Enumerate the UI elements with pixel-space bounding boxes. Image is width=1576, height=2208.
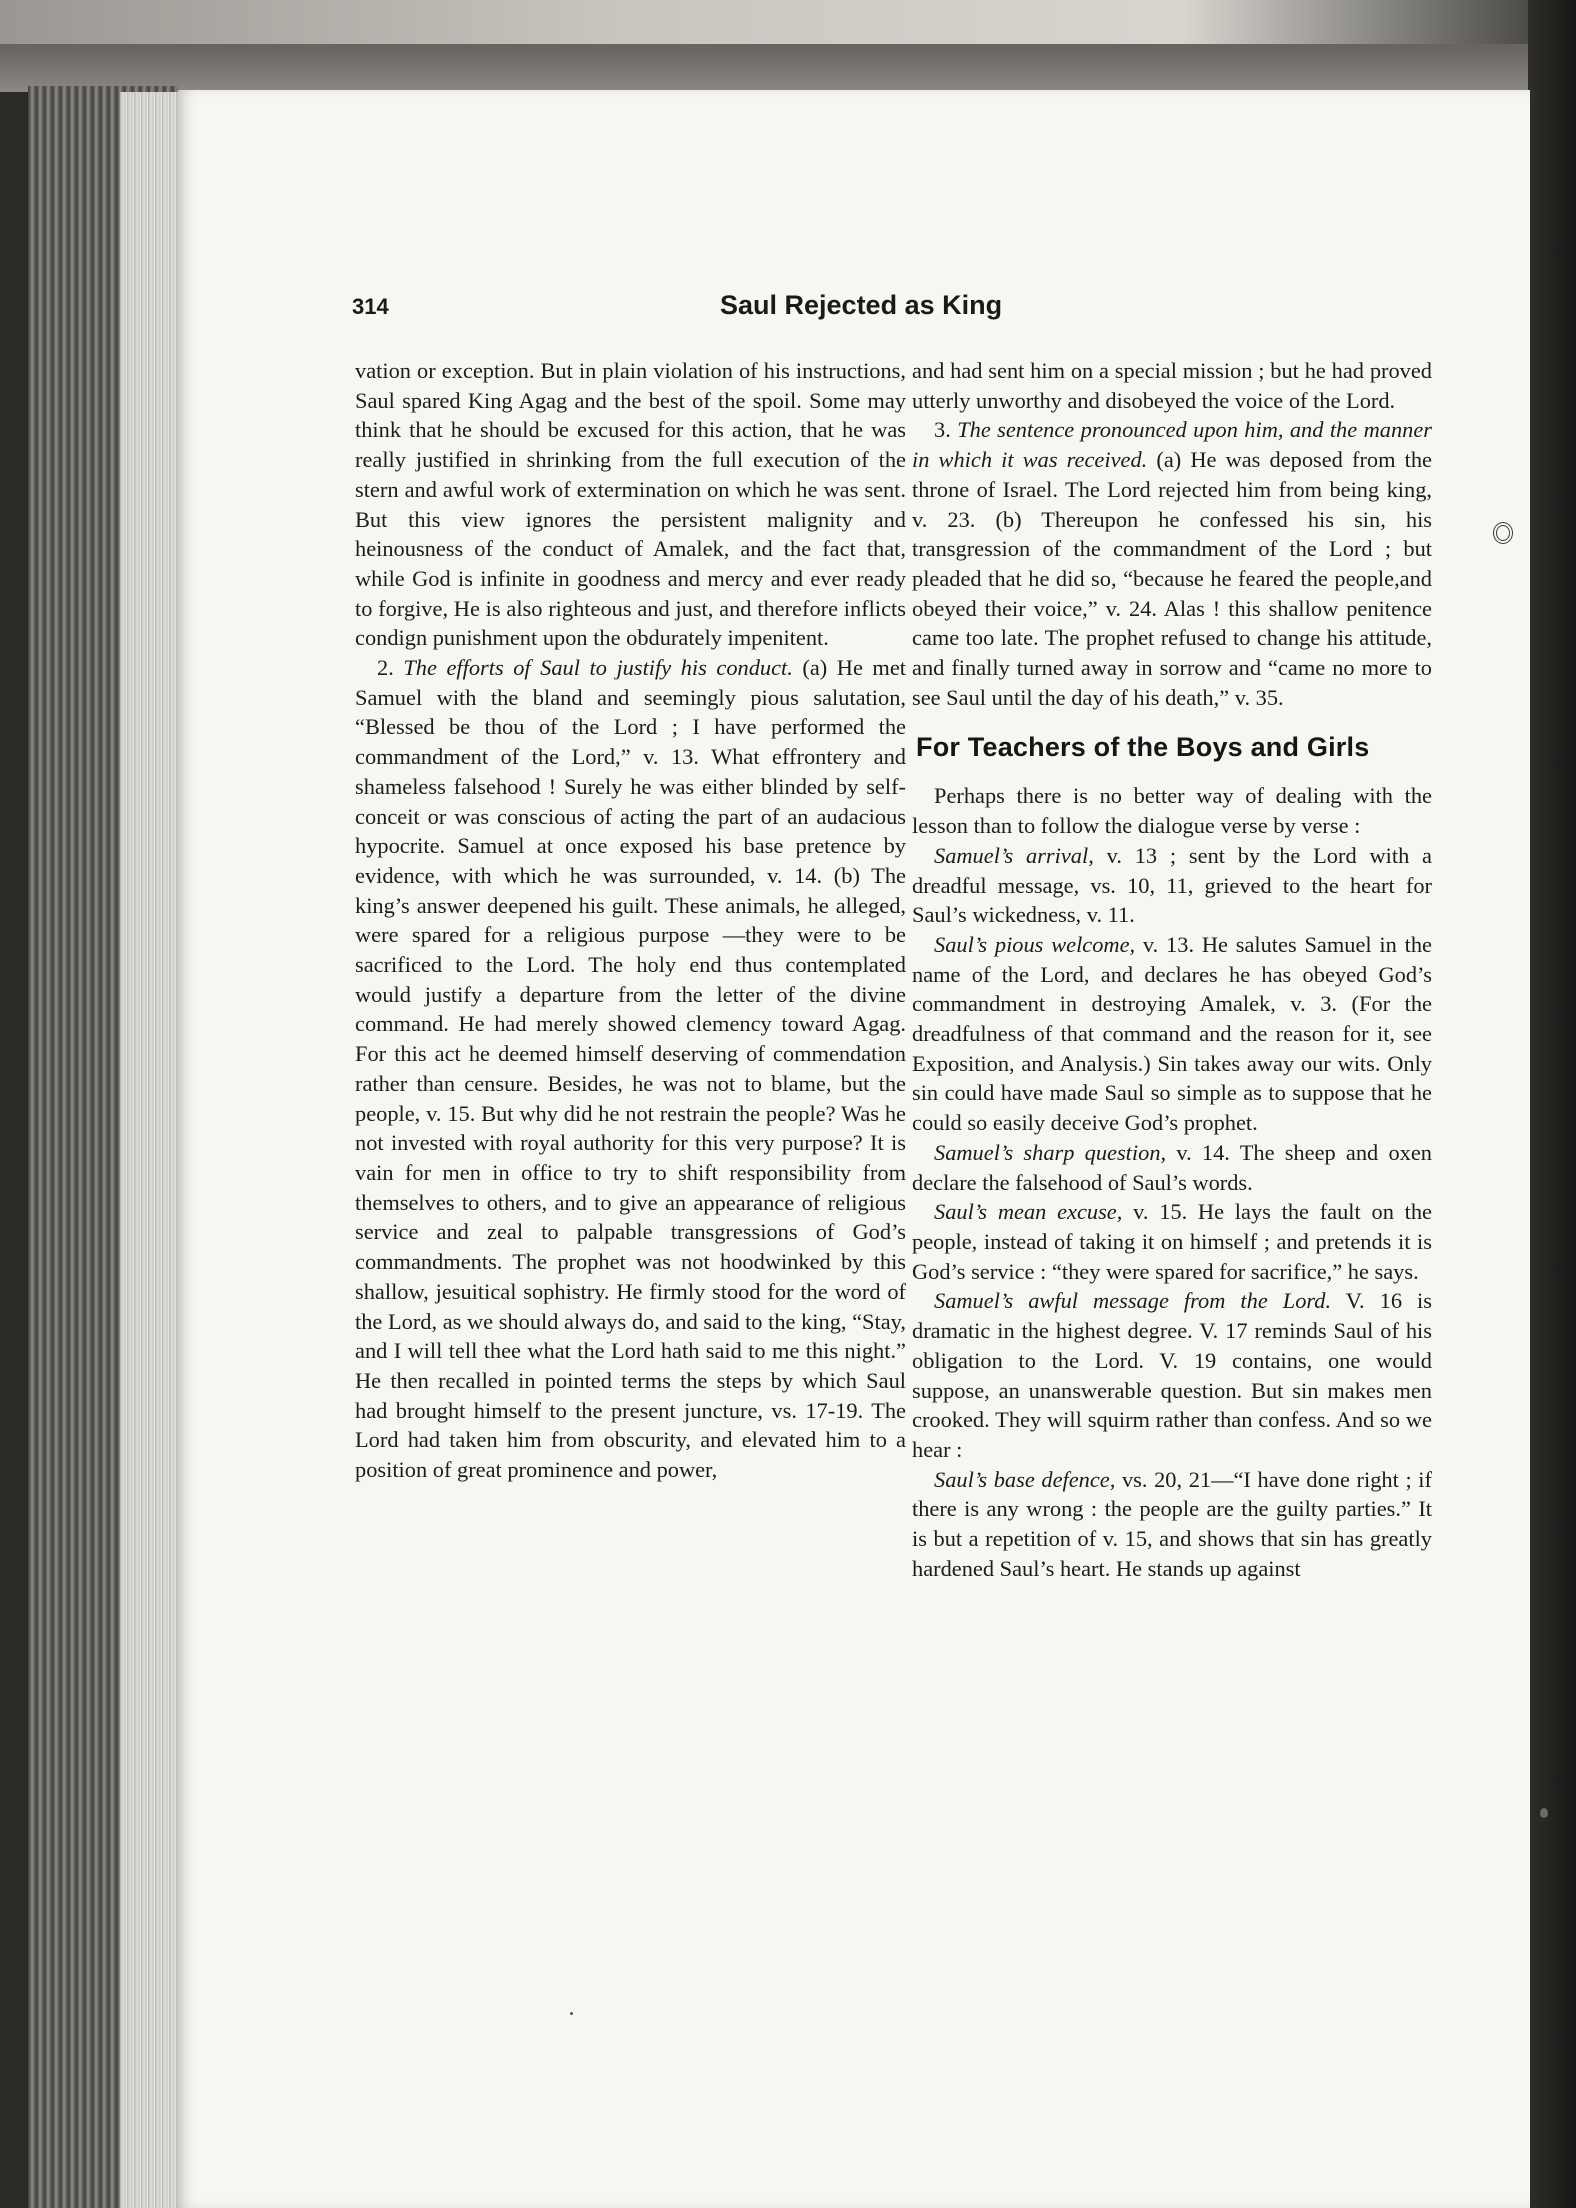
scanner-lid [0,0,1576,44]
paragraph-text: (a) He met Samuel with the bland and seemingly pious salutation, “Blessed be thou of the Lord ; I have performed the commandment of the Lord,” v. 13. What effrontery and shameless falsehood ! Surely he was either blinded by self-conceit or was conscious of acting the part of an audacious hypocrite. Samuel at once exposed his base pretence by evidence, with which he was surrounded, v. 14. (b) The king’s answer deepened his guilt. These animals, he alleged, were spared for a religious purpose —they were to be sacrificed to the Lord. The holy end thus contemplated would justify a departure from the letter of the divine command. He had merely showed clemency toward Agag. For this act he deemed himself deserving of commendation rather than censure. Besides, he was not to blame, but the people, v. 15. But why did he not restrain the people? Was he not invested with royal authority for this very purpose? It is vain for men in office to try to shift responsibility from themselves to others, and to give an appearance of religious service and zeal to palpable transgressions of God’s commandments. The prophet was not hoodwinked by this shallow, jesuitical sophistry. He firmly stood for the word of the Lord, as we should always do, and said to the king, “Stay, and I will tell thee what the Lord hath said to me this night.” He then recalled in pointed terms the steps by which Saul had brought himself to the present juncture, vs. 17-19. The Lord had taken him from obscurity, and elevated him to a position of great prominence and power, [355,655,907,1483]
paragraph-saul-excuse [912,1197,1432,1286]
scan-speck [1540,1808,1548,1818]
item-heading: Saul’s base defence, [934,1466,1116,1492]
book-page-stack [120,92,182,2208]
paragraph-text: (a) He was deposed from the throne of Israel. The Lord rejected him from being king, v. 23. (b) Thereupon he confessed his sin, his transgression of the commandment of the Lord ; but pleaded that he did so, “because he feared the people,and obeyed their voice,” v. 24. Alas ! this shallow penitence came too late. The prophet refused to change his attitude, and finally turned away in sorrow and “came no more to see Saul until the day of his death,” v. 35. [912,447,1432,710]
item-heading: Saul’s mean excuse, [934,1199,1123,1225]
item-heading: Samuel’s sharp question, [934,1139,1167,1165]
item-heading: Samuel’s arrival, [934,842,1094,868]
paragraph-sentence [912,415,1432,712]
item-heading: Saul’s pious welcome, [934,931,1136,957]
item-number: 2. [377,655,394,681]
page-number: 314 [352,294,389,319]
left-column [355,356,906,1485]
paragraph-text: v. 13. He salutes Samuel in the name of the Lord, and declares he has obeyed God’s commandment in destroying Amalek, v. 3. (For the dreadfulness of that command and the reason for it, see Exposition, and Analysis.) Sin takes away our wits. Only sin could have made Saul so simple as to suppose that he could so easily deceive God’s prophet. [912,931,1432,1136]
paragraph-text: vs. 20, 21—“I have done right ; if there is any wrong : the people are the guilty parties.” It is but a repetition of v. 15, and shows that sin has greatly hardened Saul’s heart. He stands up against [912,1466,1432,1581]
paragraph-text: v. 14. The sheep and oxen declare the falsehood of Saul’s words. [912,1139,1432,1195]
paragraph: vation or exception. But in plain violation of his instructions, Saul spared King Agag and the best of the spoil. Some may think that he should be excused for this action, that he was really justified in shrinking from the full execution of the stern and awful work of extermination on which he was sent. But this view ignores the persistent malignity and heinousness of the conduct of Amalek, and the fact that, while God is infinite in goodness and mercy and ever ready to forgive, He is also righteous and just, and therefore inflicts condign punishment upon the obdurately impenitent. [355,358,906,651]
paragraph-text: V. 16 is dramatic in the highest degree. V. 17 reminds Saul of his obligation to the Lord. V. 19 contains, one would suppose, an unanswerable question. But sin makes men crooked. They will squirm rather than confess. And so we hear : [912,1288,1432,1462]
paragraph: and had sent him on a special mission ; but he had proved utterly unworthy and disobeyed the voice of the Lord. [912,358,1432,413]
paragraph-saul-welcome [912,930,1432,1138]
paragraph-text: v. 13 ; sent by the Lord with a dreadful message, vs. 10, 11, grieved to the heart for Saul’s wickedness, v. 11. [912,842,1432,928]
paragraph-samuel-question [912,1138,1432,1197]
paragraph-efforts [355,653,906,1485]
page-header [352,290,1432,332]
section-heading: For Teachers of the Boys and Girls [916,732,1370,763]
paragraph-samuel-message [912,1286,1432,1464]
running-title: Saul Rejected as King [720,290,1003,320]
paragraph-saul-defence [912,1465,1432,1584]
paragraph: Perhaps there is no better way of dealing with the lesson than to follow the dialogue verse by verse : [912,783,1432,839]
right-column [912,356,1432,1583]
scanner-right-edge [1528,0,1576,2208]
paragraph-text: v. 15. He lays the fault on the people, instead of taking it on himself ; and pretends it is God’s service : “they were spared for sacrifice,” he says. [912,1199,1432,1284]
item-heading: Samuel’s awful message from the Lord. [934,1288,1332,1314]
paragraph-samuel-arrival [912,841,1432,930]
item-heading: The efforts of Saul to justify his conduct. [403,655,793,681]
item-number: 3. [934,417,951,443]
binding-ring-icon [1493,522,1513,544]
item-heading: The sentence pronounced upon him, and the manner in which it was received. [912,417,1432,473]
scan-speck [570,2012,573,2015]
